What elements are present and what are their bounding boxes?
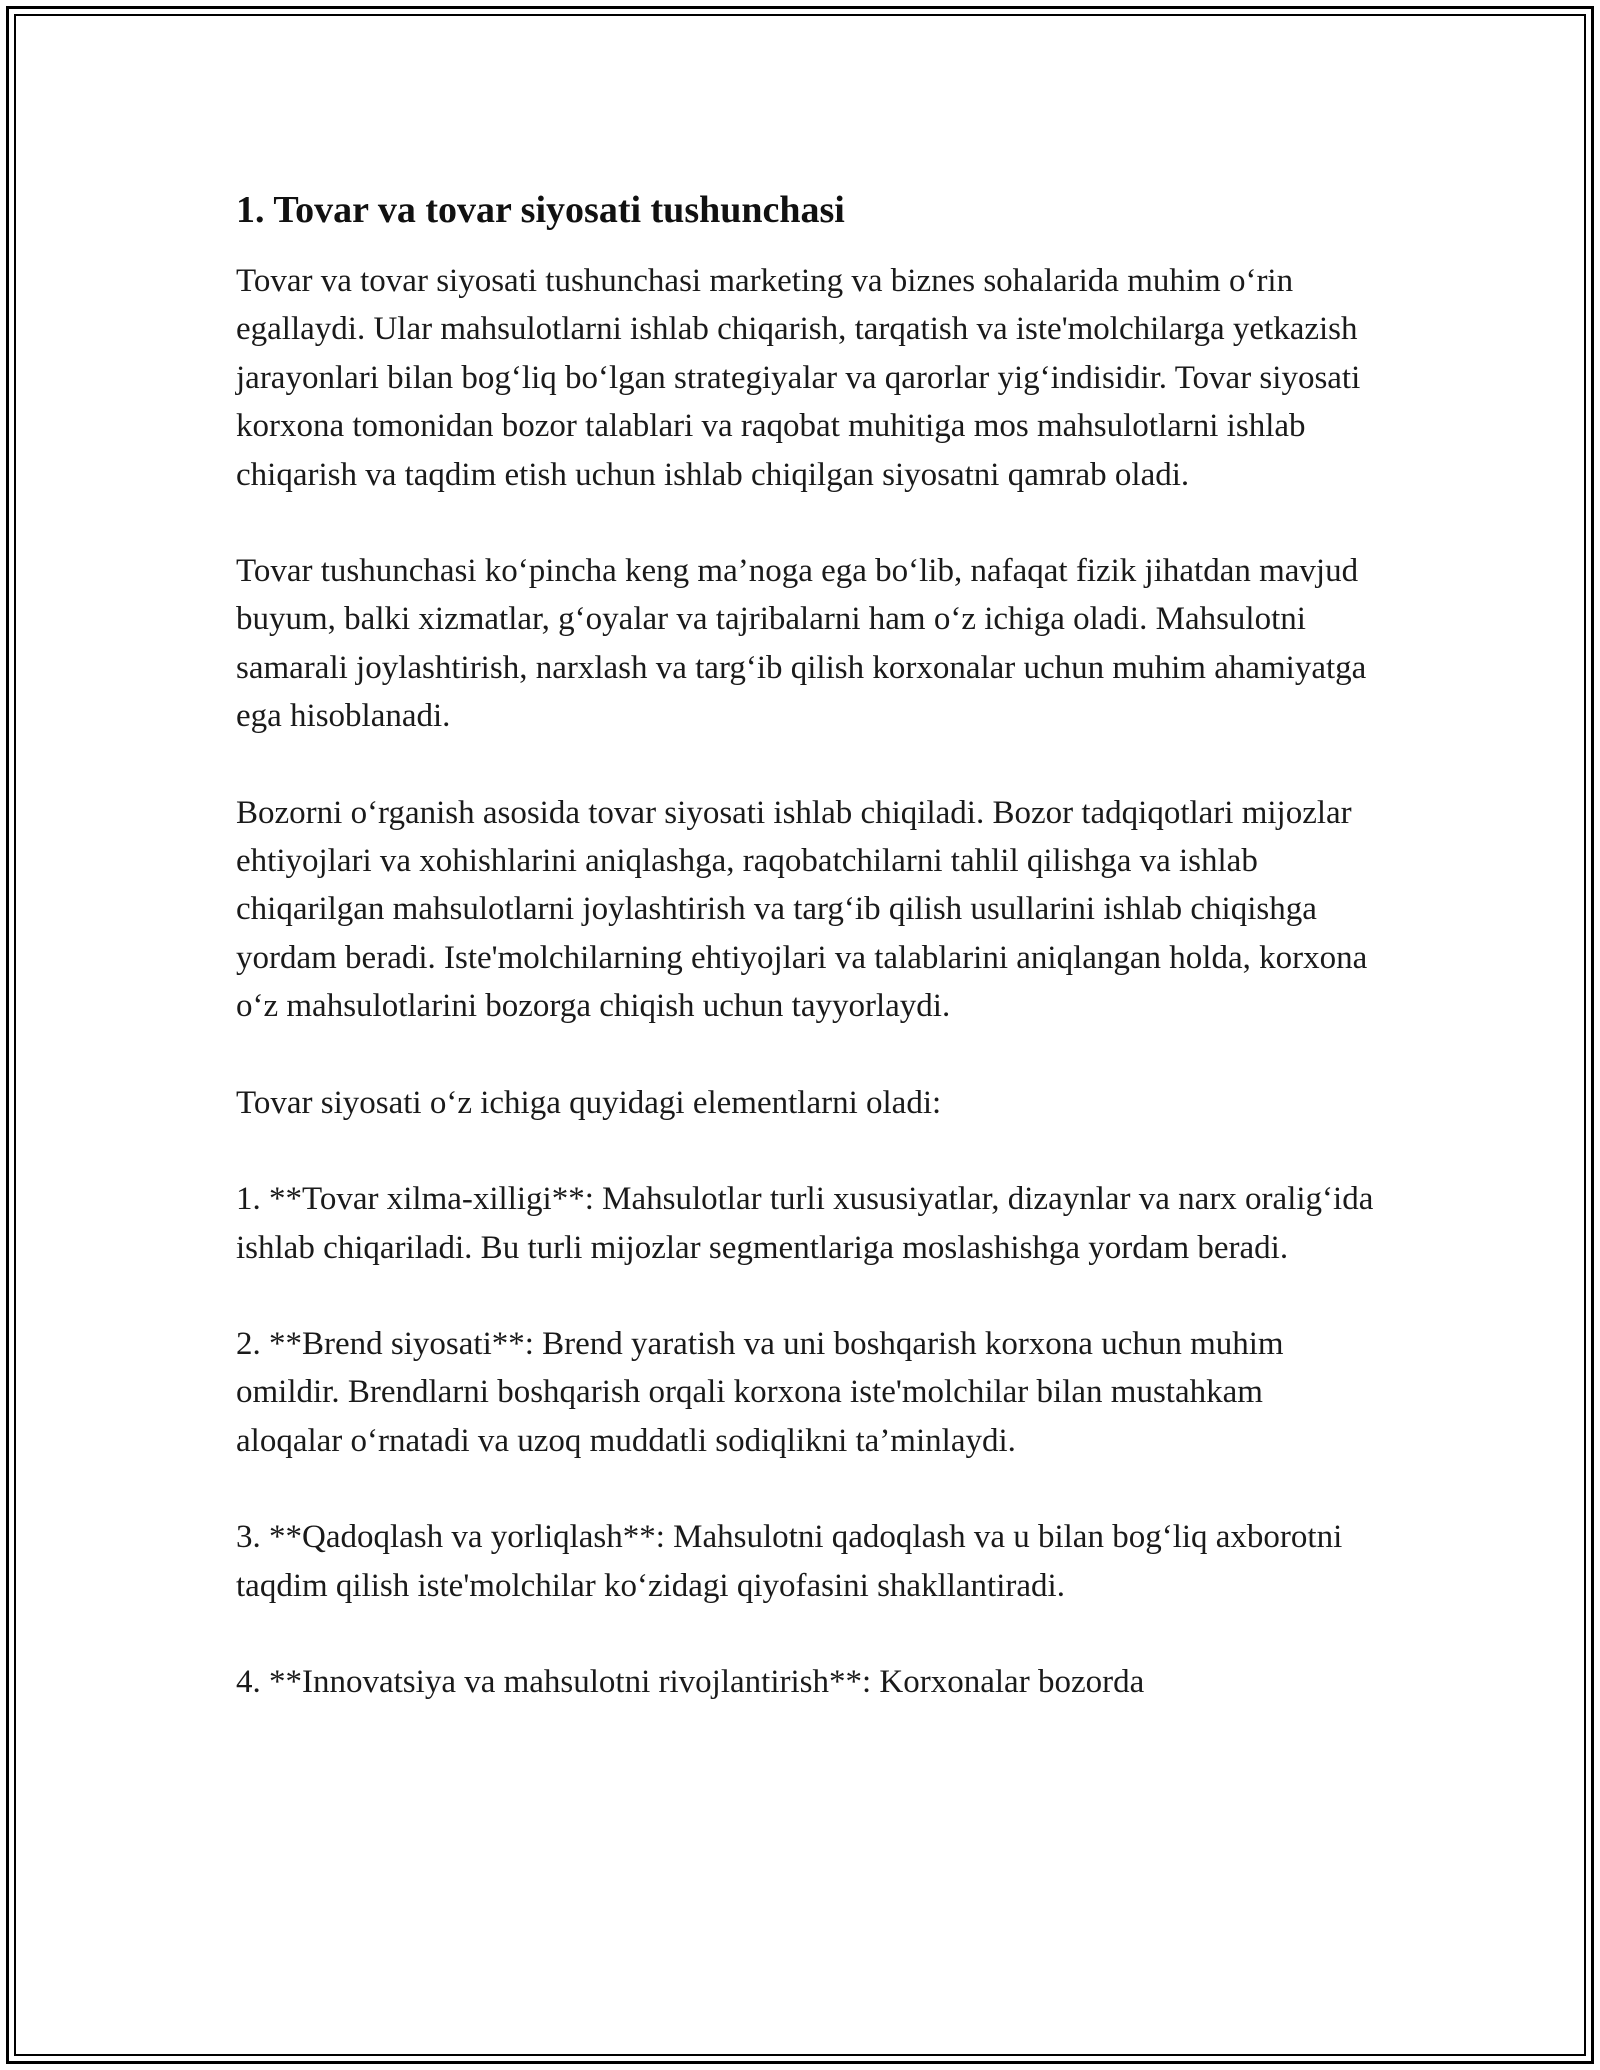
list-item-tovar-xilma-xilligi: 1. **Tovar xilma-xilligi**: Mahsulotlar turli xususiyatlar, dizaynlar va narx oralig‘ida ishlab chiqariladi. Bu turli mijozlar segmentlariga moslashishga yordam beradi.	[236, 1181, 1374, 1266]
list-item-qadoqlash: 3. **Qadoqlash va yorliqlash**: Mahsulotni qadoqlash va u bilan bog‘liq axborotni taqdim qilish iste'molchilar ko‘zidagi qiyofasini shakllantiradi.	[236, 1519, 1343, 1604]
paragraph-tovar-tushunchasi: Tovar tushunchasi ko‘pincha keng ma’noga ega bo‘lib, nafaqat fizik jihatdan mavjud buyum, balki xizmatlar, g‘oyalar va tajribalarni ham o‘z ichiga oladi. Mahsulotni samarali joylashtirish, narxlash va targ‘ib qilish korxonalar uchun muhim ahamiyatga ega hisoblanadi.	[236, 553, 1367, 735]
document-body	[236, 186, 1376, 1706]
list-item-brend-siyosati: 2. **Brend siyosati**: Brend yaratish va uni boshqarish korxona uchun muhim omildir. Brendlarni boshqarish orqali korxona iste'molchilar bilan mustahkam aloqalar o‘rnatadi va uzoq muddatli sodiqlikni ta’minlaydi.	[236, 1325, 1284, 1459]
list-item-innovatsiya: 4. **Innovatsiya va mahsulotni rivojlantirish**: Korxonalar bozorda	[236, 1663, 1145, 1700]
paragraph-intro: Tovar va tovar siyosati tushunchasi marketing va biznes sohalarida muhim o‘rin egallaydi. Ular mahsulotlarni ishlab chiqarish, tarqatish va iste'molchilarga yetkazish jarayonlari bilan bog‘liq bo‘lgan strategiyalar va qarorlar yig‘indisidir. Tovar siyosati korxona tomonidan bozor talablari va raqobat muhitiga mos mahsulotlarni ishlab chiqarish va taqdim etish uchun ishlab chiqilgan siyosatni qamrab oladi.	[236, 263, 1361, 493]
paragraph-bozorni-organish: Bozorni o‘rganish asosida tovar siyosati ishlab chiqiladi. Bozor tadqiqotlari mijozlar ehtiyojlari va xohishlarini aniqlashga, raqobatchilarni tahlil qilishga va ishlab chiqarilgan mahsulotlarni joylashtirish va targ‘ib qilish usullarini ishlab chiqishga yordam beradi. Iste'molchilarning ehtiyojlari va talablarini aniqlangan holda, korxona o‘z mahsulotlarini bozorga chiqish uchun tayyorlaydi.	[236, 794, 1368, 1025]
section-heading: 1. Tovar va tovar siyosati tushunchasi	[236, 189, 845, 231]
paragraph-elements-intro: Tovar siyosati o‘z ichiga quyidagi elementlarni oladi:	[236, 1084, 942, 1121]
